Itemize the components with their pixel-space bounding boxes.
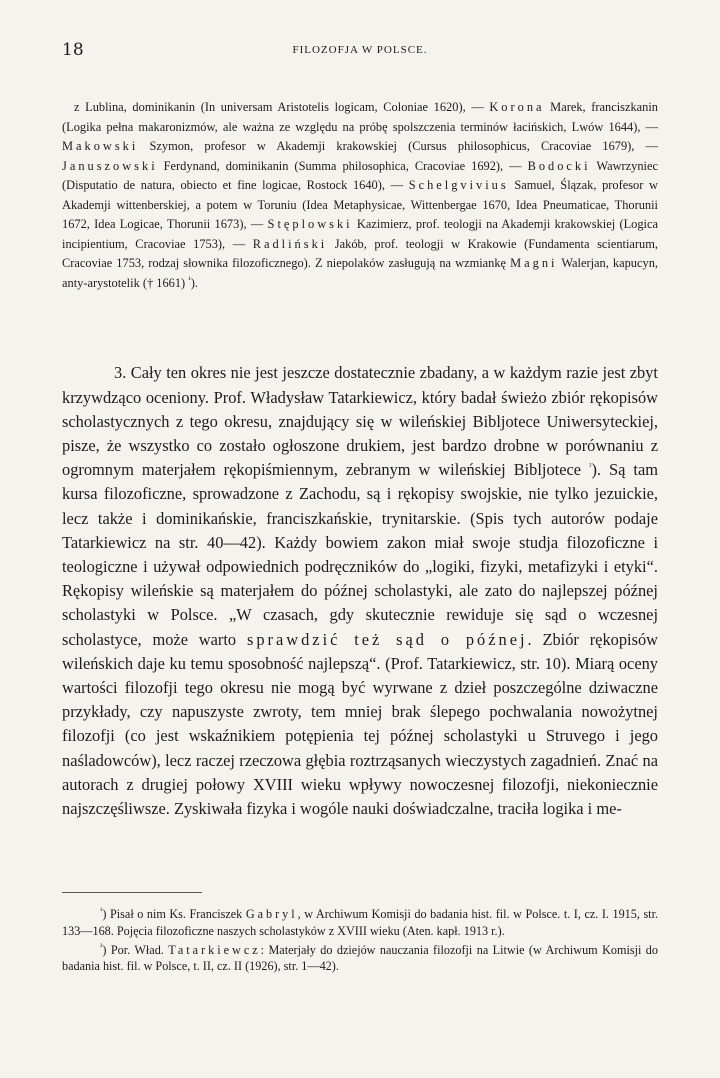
text-run: Walerjan, kapucyn, anty-arystotelik († 1661) [62,256,658,290]
text-run: Wawrzyniec (Disputatio de natura, obiecto et fine logicae, Rostock 1640), — [62,158,658,193]
text-run: Ferdynand, dominikanin (Summa philosophica, Cracoviae 1692), — [157,158,528,173]
page-header [62,40,658,62]
text-run: 3. Cały ten okres nie jest jeszcze dostatecznie zbadany, a w każdym razie jest zbyt krzywdząco oceniony. Prof. Władysław Tatarkiewicz, który badał świeżo zbiór rękopisów scholastycznych z tego okresu, znajdujący się w wileńskiej Bibljotece Uniwersyteckiej, pisze, że wszystko co zostało ogłoszone drukiem, jest bardzo drobne w porównaniu z ogromnym materjałem rękopiśmiennym, zebranym w wileńskiej Bibljotece [62,363,658,480]
text-run: ). [190,275,198,290]
footnote-ref: ² [589,461,592,471]
spaced-name: Makowski [62,139,139,154]
spaced-name: Gabryl [245,907,298,921]
text-run: . Zbiór rękopisów wileńskich daje ku temu sposobność najlepszą“. (Prof. Tatarkiewicz, str. 10). Miarą oceny wartości filozofji tego okresu nie mogą być wyrwane z dzieł poszczególne dziwaczne przykłady, czy napuszyste zwroty, tem mniej brak ślepego pochwalania nowożytnej filozofji (co jest wskaźnikiem potępienia tej późnej scholastyki u Struvego i jego naśladowców), lecz raczej rzeczowa głębia roztrząsanych wieczystych zagadnień. Znać na autorach z drugiej połowy XVIII wieku wpływy nowoczesnej filozofji, niekoniecznie najszczęśliwsze. Zyskiwała fizyka i wogóle nauki doświadczalne, traciła logika i me- [62,629,658,819]
spaced-name: Stęplowski [267,217,353,232]
text-run: Jakób, prof. teologji w Krakowie (Fundamenta scientiarum, Cracoviae 1753, rodzaj słownika filozoficznego). Z niepolaków zasługują na wzmiankę [62,236,658,271]
text-run: : Materjały do dziejów nauczania filozofji na Litwie (w Archiwum Komisji do badania hist. fil. w Polsce, t. II, cz. II (1926), str. 1—42). [62,942,658,974]
author-list-paragraph [62,98,658,293]
running-title: FILOZOFJA W POLSCE. [292,44,428,56]
footnote [62,942,658,976]
text-run: , w Archiwum Komisji do badania hist. fil. w Polsce. t. I, cz. I. 1915, str. 133—168. Pojęcia filozoficzne naszych scholastyków z XVIII wieku (Aten. kapł. 1913 r.). [62,907,658,938]
spaced-name: Schelgvivius [408,178,509,193]
spaced-name: Radlińs [252,236,312,251]
spaced-name: Bodocki [527,158,591,173]
footnotes [62,906,658,977]
text-run: Samuel, Ślązak, profesor w Akademji wittenberskiej, a potem w Toruniu (Idea Metaphysicae, Wittenbergae 1670, Idea Pneumaticae, Thorunii 1672, Idea Logicae, Thorunii 1673), — [62,178,658,232]
spaced-name: Januszowski [62,158,158,173]
text-run: z Lublina, dominikanin (In universam Aristotelis logicam, Coloniae 1620), — [74,100,490,115]
footnote-ref: ¹ [188,274,191,284]
text-run: Kazimierz, prof. teologji na Akademji krakowskiej (Logica incipientium, Cracoviae 1753), — [62,217,658,251]
text-run: Szymon, profesor w Akademji krakowskiej (Cursus philosophicus, Cracoviae 1679), — [138,139,658,154]
text-run: ) Pisał o nim Ks. Franciszek [102,907,246,921]
spaced-name: i [320,236,328,251]
spaced-name: Tatarkiewcz [168,942,261,957]
footnote-mark: ¹ [100,905,103,915]
footnote-rule [62,892,202,893]
spaced-name: Magni [510,256,558,271]
spaced-emphasis: sprawdzić też sąd o późnej [246,629,528,649]
page-number: 18 [62,40,84,60]
text-run: ) Por. Wład. [102,942,169,957]
spaced-name: Korona [489,100,545,115]
spaced-name: k [311,236,321,251]
text-run: Marek, franciszkanin (Logika pełna makaronizmów, ale ważna ze względu na próbę spolszczenia terminów łacińskich, Lwów 1644), — [62,100,658,134]
footnote [62,906,658,940]
section-3-paragraph [62,361,658,821]
footnote-mark: ² [100,941,103,951]
text-run: ). Są tam kursa filozoficzne, sprowadzone z Zachodu, są i rękopisy swojskie, nie tylko jezuickie, lecz także i dominikańskie, franciszkańskie, trynitarskie. (Spis tych autorów podaje Tatarkiewicz na str. 40—42). Każdy bowiem zakon miał swoje studja filozoficzne i teologiczne i używał odpowiednich podręczników do „logiki, fizyki, metafizyki i etyki“. Rękopisy wileńskie są materjałem do późnej scholastyki, ale zato do najlepszej późnej scholastyki w Polsce. „W czasach, gdy skutecznie rewiduje się sąd o wczesnej scholastyce, może warto [62,460,658,649]
